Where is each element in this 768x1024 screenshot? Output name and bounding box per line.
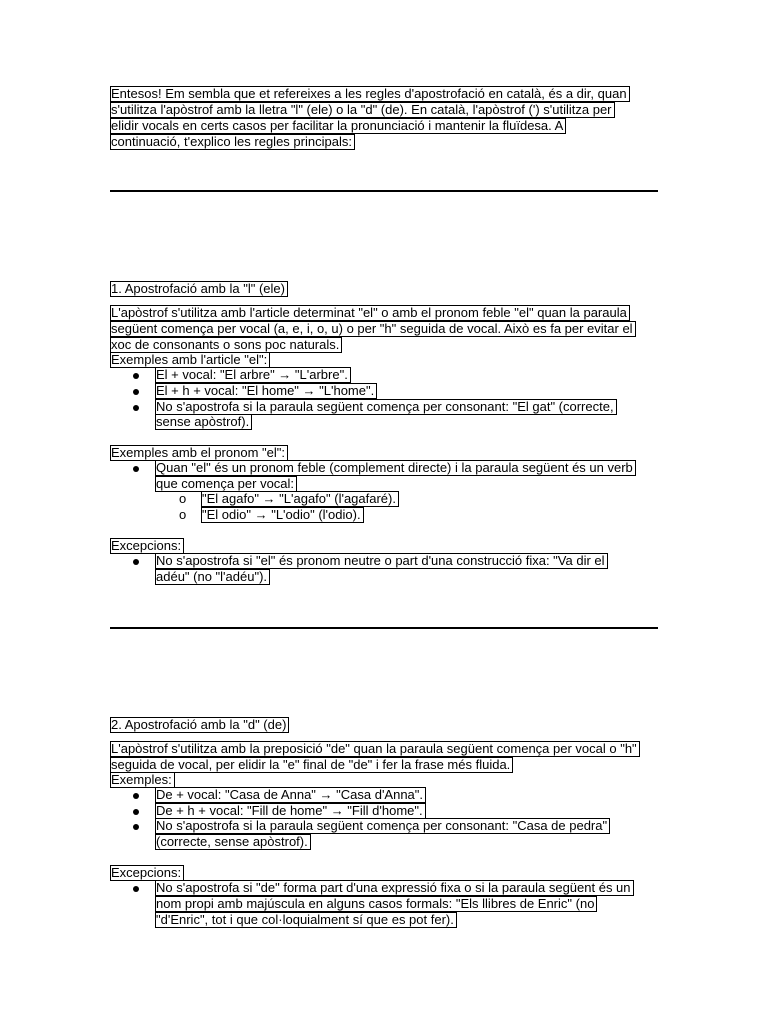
section1-pronoun-examples-label: Exemples amb el pronom "el": <box>110 445 288 461</box>
intro-text-4: continuació, t'explico les regles principals: <box>110 134 355 150</box>
section1-bullet-5-line-1: No s'apostrofa si "el" és pronom neutre o part d'una construcció fixa: "Va dir el <box>155 553 608 569</box>
section2-bullet-3-line-2: (correcte, sense apòstrof). <box>155 834 311 850</box>
section2-paragraph-line-1: L'apòstrof s'utilitza amb la preposició "de" quan la paraula següent comença per vocal o "h" <box>110 741 640 757</box>
bullet-dot <box>133 809 139 815</box>
bullet-dot <box>133 886 139 892</box>
section2-bullet-1: De + vocal: "Casa de Anna" → "Casa d'Anna". <box>155 787 426 803</box>
intro-line-2 <box>110 102 615 118</box>
divider-1 <box>110 190 658 192</box>
bullet-dot <box>133 793 139 799</box>
section2-exceptions-label: Excepcions: <box>110 865 184 881</box>
section2-paragraph-line-2: seguida de vocal, per elidir la "e" final de "de" i fer la frase més fluida. <box>110 757 513 773</box>
intro-line-1 <box>110 86 630 102</box>
section1-bullet-2: El + h + vocal: "El home" → "L'home". <box>155 383 377 399</box>
section1-paragraph-line-2: següent comença per vocal (a, e, i, o, u) o per "h" seguida de vocal. Això es fa per evitar el <box>110 321 636 337</box>
section1-bullet-5-line-2: adéu" (no "l'adéu"). <box>155 569 270 585</box>
intro-text-2: s'utilitza l'apòstrof amb la lletra "l" (ele) o la "d" (de). En català, l'apòstrof (') s'utilitza per <box>110 102 615 118</box>
section2-heading: 2. Apostrofació amb la "d" (de) <box>110 717 289 733</box>
section1-paragraph-line-3: xoc de consonants o sons poc naturals. <box>110 337 342 353</box>
intro-line-3 <box>110 118 566 134</box>
bullet-dot <box>133 559 139 565</box>
section2-bullet-2: De + h + vocal: "Fill de home" → "Fill d'home". <box>155 803 426 819</box>
section1-bullet-3-line-1: No s'apostrofa si la paraula següent comença per consonant: "El gat" (correcte, <box>155 399 617 415</box>
intro-line-4 <box>110 134 355 150</box>
section1-article-examples-label: Exemples amb l'article "el": <box>110 352 270 368</box>
section1-heading: 1. Apostrofació amb la "l" (ele) <box>110 281 288 297</box>
bullet-dot <box>133 405 139 411</box>
sub-bullet-marker: o <box>179 491 187 506</box>
intro-text-3: elidir vocals en certs casos per facilitar la pronunciació i mantenir la fluïdesa. A <box>110 118 566 134</box>
section1-bullet-3-line-2: sense apòstrof). <box>155 414 252 430</box>
section2-bullet-4-line-2: nom propi amb majúscula en alguns casos formals: "Els llibres de Enric" (no <box>155 896 597 912</box>
section2-bullet-4-line-3: "d'Enric", tot i que col·loquialment sí que es pot fer). <box>155 912 457 928</box>
bullet-dot <box>133 824 139 830</box>
divider-2 <box>110 627 658 629</box>
sub-bullet-marker: o <box>179 507 187 522</box>
section1-paragraph-line-1: L'apòstrof s'utilitza amb l'article determinat "el" o amb el pronom feble "el" quan la paraula <box>110 305 630 321</box>
section1-sub-bullet-2: "El odio" → "L'odio" (l'odio). <box>201 507 364 523</box>
section1-bullet-1: El + vocal: "El arbre" → "L'arbre". <box>155 367 351 383</box>
section2-bullet-3-line-1: No s'apostrofa si la paraula següent comença per consonant: "Casa de pedra" <box>155 818 610 834</box>
section2-examples-label: Exemples: <box>110 772 175 788</box>
section1-bullet-4-line-1: Quan "el" és un pronom feble (complement directe) i la paraula següent és un verb <box>155 460 636 476</box>
intro-text-1: Entesos! Em sembla que et refereixes a les regles d'apostrofació en català, és a dir, quan <box>110 86 630 102</box>
section1-bullet-4-line-2: que comença per vocal: <box>155 476 297 492</box>
section1-sub-bullet-1: "El agafo" → "L'agafo" (l'agafaré). <box>201 491 399 507</box>
section1-exceptions-label: Excepcions: <box>110 538 184 554</box>
bullet-dot <box>133 389 139 395</box>
bullet-dot <box>133 466 139 472</box>
bullet-dot <box>133 373 139 379</box>
section2-bullet-4-line-1: No s'apostrofa si "de" forma part d'una expressió fixa o si la paraula següent és un <box>155 880 634 896</box>
